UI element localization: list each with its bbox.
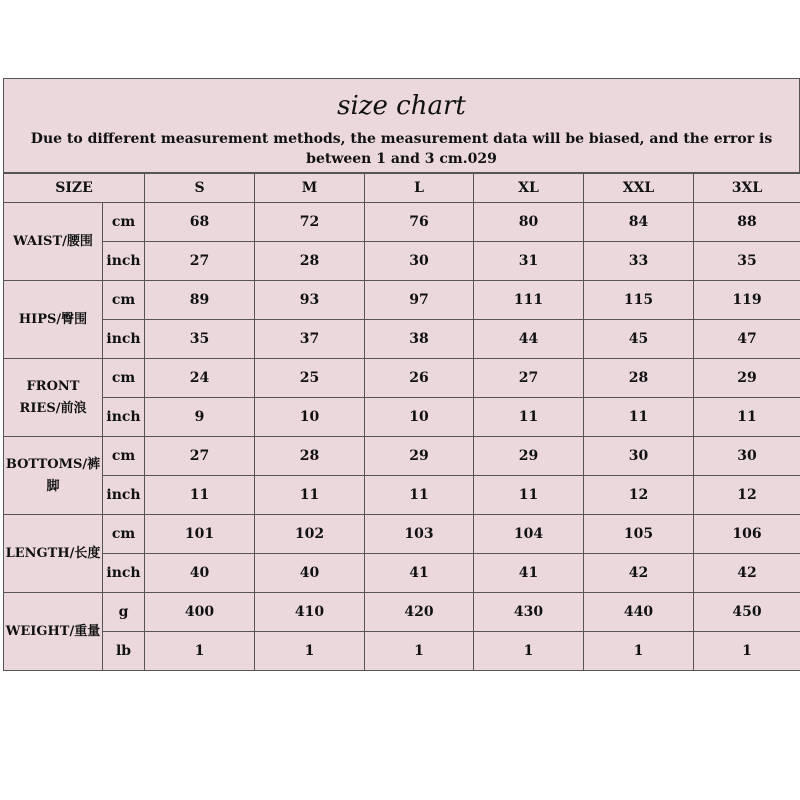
size-table [3,173,800,671]
table-row [4,437,800,476]
value-cell: 31 [474,242,584,281]
value-cell: 44 [474,320,584,359]
value-cell: 41 [365,554,474,593]
value-cell: 119 [694,281,800,320]
measurement-label: LENGTH/长度 [4,515,103,593]
value-cell: 42 [584,554,694,593]
value-cell: 102 [255,515,365,554]
value-cell: 41 [474,554,584,593]
value-cell: 30 [694,437,800,476]
value-cell: 111 [474,281,584,320]
unit-label: cm [103,359,145,398]
value-cell: 105 [584,515,694,554]
value-cell: 9 [145,398,255,437]
title-row [3,78,800,127]
value-cell: 101 [145,515,255,554]
value-cell: 40 [255,554,365,593]
header-row [4,174,800,203]
size-chart [3,78,800,671]
measurement-label: FRONT RIES/前浪 [4,359,103,437]
value-cell: 430 [474,593,584,632]
value-cell: 11 [255,476,365,515]
value-cell: 1 [584,632,694,671]
value-cell: 89 [145,281,255,320]
value-cell: 93 [255,281,365,320]
value-cell: 103 [365,515,474,554]
value-cell: 10 [365,398,474,437]
unit-label: inch [103,476,145,515]
measurement-label: HIPS/臀围 [4,281,103,359]
unit-label: g [103,593,145,632]
unit-label: inch [103,320,145,359]
value-cell: 106 [694,515,800,554]
unit-label: cm [103,281,145,320]
unit-label: cm [103,203,145,242]
size-header: SIZE [4,174,145,203]
value-cell: 400 [145,593,255,632]
unit-label: inch [103,398,145,437]
table-row [4,359,800,398]
value-cell: 11 [145,476,255,515]
size-col-m: M [255,174,365,203]
value-cell: 42 [694,554,800,593]
value-cell: 440 [584,593,694,632]
table-row [4,281,800,320]
value-cell: 12 [694,476,800,515]
table-row [4,242,800,281]
value-cell: 35 [145,320,255,359]
value-cell: 29 [474,437,584,476]
value-cell: 47 [694,320,800,359]
value-cell: 12 [584,476,694,515]
value-cell: 38 [365,320,474,359]
table-row [4,398,800,437]
size-col-xxl: XXL [584,174,694,203]
unit-label: lb [103,632,145,671]
value-cell: 80 [474,203,584,242]
value-cell: 115 [584,281,694,320]
value-cell: 24 [145,359,255,398]
value-cell: 27 [474,359,584,398]
measurement-label: WAIST/腰围 [4,203,103,281]
value-cell: 1 [694,632,800,671]
table-row [4,632,800,671]
table-row [4,593,800,632]
value-cell: 29 [365,437,474,476]
value-cell: 1 [255,632,365,671]
value-cell: 40 [145,554,255,593]
table-row [4,515,800,554]
size-col-s: S [145,174,255,203]
value-cell: 11 [474,398,584,437]
value-cell: 1 [474,632,584,671]
unit-label: inch [103,242,145,281]
unit-label: cm [103,437,145,476]
value-cell: 450 [694,593,800,632]
value-cell: 11 [474,476,584,515]
value-cell: 37 [255,320,365,359]
table-row [4,203,800,242]
table-row [4,554,800,593]
value-cell: 97 [365,281,474,320]
value-cell: 104 [474,515,584,554]
value-cell: 28 [255,242,365,281]
value-cell: 11 [694,398,800,437]
value-cell: 1 [365,632,474,671]
unit-label: cm [103,515,145,554]
value-cell: 1 [145,632,255,671]
value-cell: 27 [145,242,255,281]
value-cell: 10 [255,398,365,437]
size-col-xl: XL [474,174,584,203]
value-cell: 26 [365,359,474,398]
size-col-3xl: 3XL [694,174,800,203]
value-cell: 11 [365,476,474,515]
value-cell: 25 [255,359,365,398]
value-cell: 30 [584,437,694,476]
value-cell: 84 [584,203,694,242]
value-cell: 45 [584,320,694,359]
value-cell: 30 [365,242,474,281]
measurement-label: WEIGHT/重量 [4,593,103,671]
measurement-label: BOTTOMS/裤脚 [4,437,103,515]
value-cell: 76 [365,203,474,242]
value-cell: 420 [365,593,474,632]
table-row [4,476,800,515]
size-col-l: L [365,174,474,203]
value-cell: 28 [584,359,694,398]
value-cell: 28 [255,437,365,476]
value-cell: 68 [145,203,255,242]
value-cell: 29 [694,359,800,398]
value-cell: 35 [694,242,800,281]
value-cell: 410 [255,593,365,632]
value-cell: 88 [694,203,800,242]
measurement-note: Due to different measurement methods, the measurement data will be biased, and the error is between 1 and 3 cm.029 [3,127,800,173]
value-cell: 11 [584,398,694,437]
value-cell: 72 [255,203,365,242]
unit-label: inch [103,554,145,593]
chart-title: size chart [337,91,466,121]
table-row [4,320,800,359]
value-cell: 33 [584,242,694,281]
size-table-body [4,174,800,671]
value-cell: 27 [145,437,255,476]
